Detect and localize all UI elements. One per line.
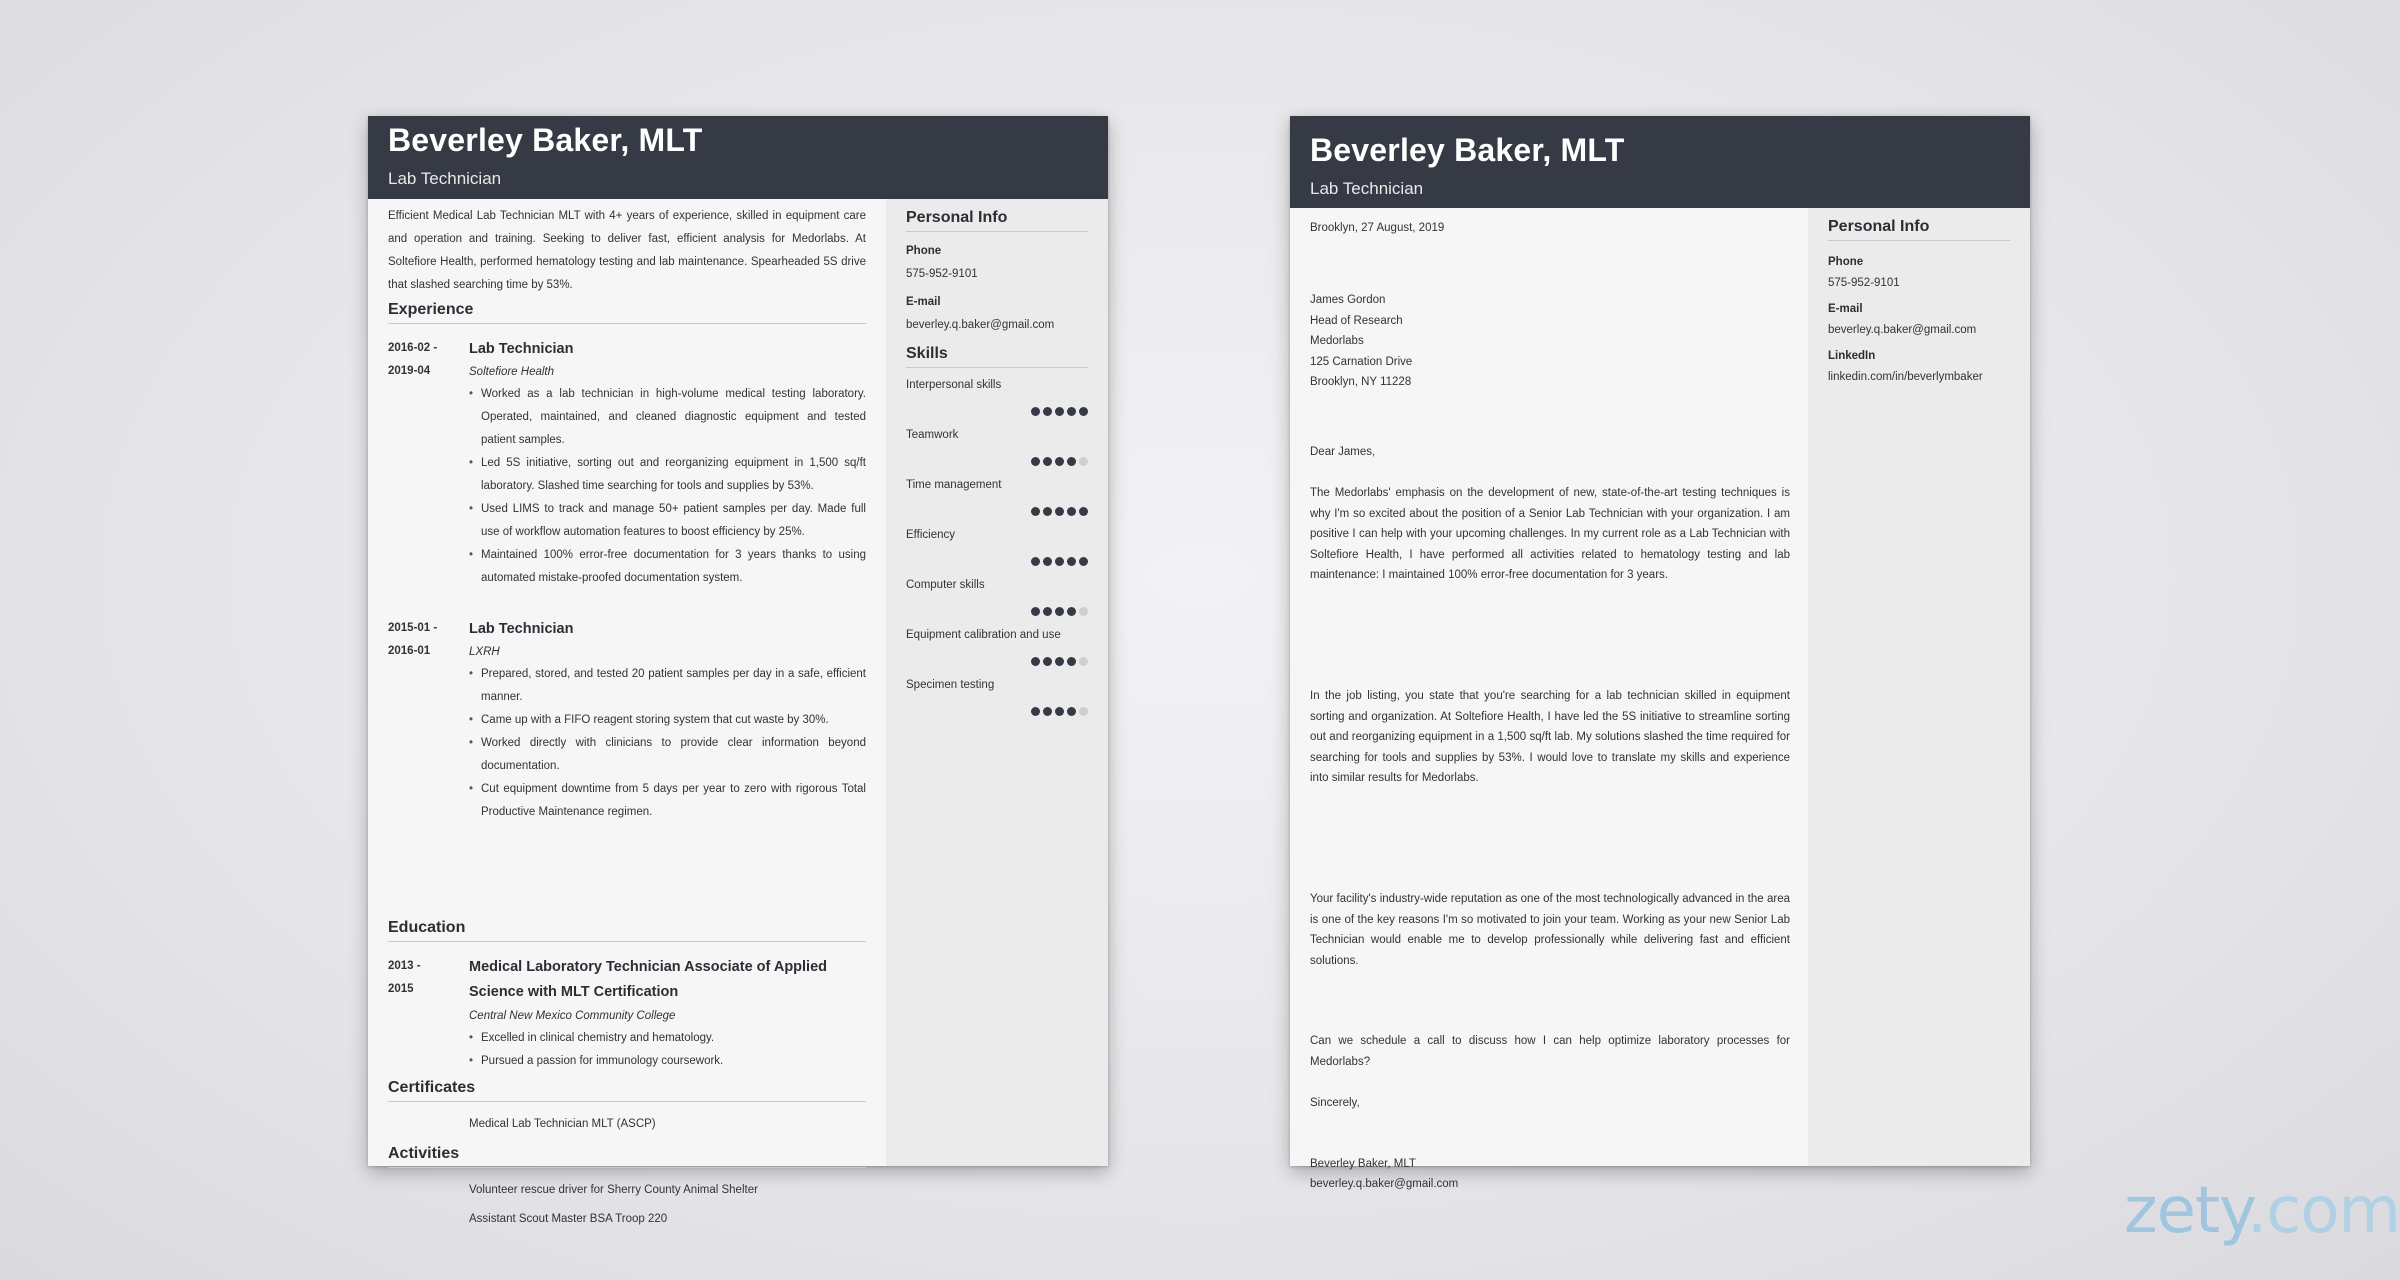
activity-item: Volunteer rescue driver for Sherry County Animal Shelter [469, 1184, 758, 1196]
skill-dot-filled [1055, 707, 1064, 716]
letter-role: Lab Technician [1310, 179, 1424, 198]
skill-dot-empty [1079, 607, 1088, 616]
skill-dot-filled [1043, 507, 1052, 516]
letter-phone-value: 575-952-9101 [1828, 277, 1900, 289]
edu-org: Central New Mexico Community College [469, 1010, 676, 1022]
personal-info-heading: Personal Info [906, 209, 1088, 232]
job-start-date: 2015-01 - [388, 622, 438, 634]
skill-dot-filled [1067, 557, 1076, 566]
skill-dot-filled [1079, 507, 1088, 516]
skill-dot-empty [1079, 707, 1088, 716]
letter-side-column [1808, 208, 2030, 1166]
skills-heading: Skills [906, 345, 1088, 368]
job-title: Lab Technician [469, 621, 574, 637]
skill-dot-filled [1067, 407, 1076, 416]
letter-date: Brooklyn, 27 August, 2019 [1310, 222, 1445, 234]
skill-item [906, 429, 1088, 469]
skill-dot-filled [1067, 707, 1076, 716]
skill-item [906, 529, 1088, 569]
skill-item [906, 629, 1088, 669]
letter-paragraph: Can we schedule a call to discuss how I can help optimize laboratory processes for Medorlabs? [1310, 1035, 1790, 1068]
edu-start-date: 2013 - [388, 960, 421, 972]
job-bullet: • Worked directly with clinicians to provide clear information beyond documentation. [469, 732, 866, 778]
skill-dot-filled [1055, 407, 1064, 416]
letter-linkedin-value: linkedin.com/in/beverlymbaker [1828, 371, 1983, 383]
skill-dot-filled [1055, 557, 1064, 566]
letter-paragraph: The Medorlabs' emphasis on the development of new, state-of-the-art testing techniques is why I'm so excited about the position of a Senior Lab Technician with your organization. I am positive I can help with your upcoming challenges. In my current role as a Lab Technician with Soltefiore Health, I have performed all activities related to hematology testing and lab maintenance: I maintained 100% error-free documentation for 3 years. [1310, 487, 1790, 581]
skill-level-rating [1028, 703, 1088, 713]
job-title: Lab Technician [469, 341, 574, 357]
skill-item [906, 479, 1088, 519]
skill-dot-filled [1079, 407, 1088, 416]
zety-logo [2124, 1174, 2400, 1248]
skill-dot-filled [1067, 657, 1076, 666]
job-bullet: • Came up with a FIFO reagent storing system that cut waste by 30%. [469, 709, 866, 732]
letter-recipient [1310, 290, 1790, 393]
job-start-date: 2016-02 - [388, 342, 438, 354]
letter-greeting: Dear James, [1310, 446, 1376, 458]
skill-dot-filled [1031, 457, 1040, 466]
skill-dot-filled [1055, 657, 1064, 666]
resume-header [368, 116, 1108, 199]
skill-level-rating [1028, 453, 1088, 463]
email-label: E-mail [906, 296, 941, 308]
skill-dot-filled [1067, 607, 1076, 616]
education-heading: Education [388, 919, 866, 942]
job-bullet: • Maintained 100% error-free documentation for 3 years thanks to using automated mistake-proofed documentation system. [469, 544, 866, 590]
skill-dot-filled [1031, 507, 1040, 516]
job-end-date: 2016-01 [388, 645, 431, 657]
logo-main-text: zety [2124, 1174, 2247, 1248]
certificate-item: Medical Lab Technician MLT (ASCP) [469, 1118, 656, 1130]
job-org: Soltefiore Health [469, 366, 555, 378]
recipient-line: Medorlabs [1310, 335, 1364, 347]
job-bullet: • Used LIMS to track and manage 50+ patient samples per day. Made full use of workflow automation features to boost efficiency by 25%. [469, 498, 866, 544]
skill-dot-filled [1043, 657, 1052, 666]
skill-item [906, 579, 1088, 619]
skill-level-rating [1028, 603, 1088, 613]
letter-header [1290, 116, 2030, 208]
letter-paragraph: Your facility's industry-wide reputation as one of the most technologically advanced in the area is one of the key reasons I'm so motivated to join your team. Working as your new Senior Lab Technician would enable me to develop professionally while delivering fast and efficient solutions. [1310, 893, 1790, 967]
skill-dot-empty [1079, 457, 1088, 466]
certificates-heading: Certificates [388, 1079, 866, 1102]
resume-role: Lab Technician [388, 169, 502, 188]
letter-email-value: beverley.q.baker@gmail.com [1828, 324, 1977, 336]
letter-phone-label: Phone [1828, 256, 1864, 268]
skill-dot-filled [1043, 407, 1052, 416]
resume-name: Beverley Baker, MLT [388, 122, 703, 158]
edu-bullet: • Pursued a passion for immunology coursework. [469, 1050, 866, 1073]
skill-name: Teamwork [906, 429, 959, 441]
letter-signature-name: Beverley Baker, MLT [1310, 1158, 1416, 1170]
skill-name: Computer skills [906, 579, 985, 591]
skill-level-rating [1028, 653, 1088, 663]
skill-dot-filled [1055, 607, 1064, 616]
phone-label: Phone [906, 245, 942, 257]
skill-item [906, 679, 1088, 719]
skill-name: Equipment calibration and use [906, 629, 1061, 641]
letter-signature-email: beverley.q.baker@gmail.com [1310, 1178, 1459, 1190]
job-bullets [469, 383, 866, 590]
edu-title: Medical Laboratory Technician Associate of Applied Science with MLT Certification [469, 959, 828, 1000]
activity-item: Assistant Scout Master BSA Troop 220 [469, 1213, 668, 1225]
job-end-date: 2019-04 [388, 365, 431, 377]
skill-dot-filled [1079, 557, 1088, 566]
recipient-line: James Gordon [1310, 294, 1386, 306]
skill-dot-filled [1043, 707, 1052, 716]
job-bullets [469, 663, 866, 824]
skill-name: Specimen testing [906, 679, 995, 691]
skill-dot-empty [1079, 657, 1088, 666]
skill-dot-filled [1043, 457, 1052, 466]
job-bullet: • Cut equipment downtime from 5 days per year to zero with rigorous Total Productive Maintenance regimen. [469, 778, 866, 824]
edu-end-date: 2015 [388, 983, 414, 995]
job-bullet: • Prepared, stored, and tested 20 patient samples per day in a safe, efficient manner. [469, 663, 866, 709]
logo-domain-text: .com [2246, 1174, 2400, 1248]
skill-dot-filled [1031, 657, 1040, 666]
recipient-line: 125 Carnation Drive [1310, 355, 1413, 368]
activities-heading: Activities [388, 1145, 866, 1168]
letter-name: Beverley Baker, MLT [1310, 132, 1625, 168]
email-value: beverley.q.baker@gmail.com [906, 319, 1055, 331]
resume-summary: Efficient Medical Lab Technician MLT with 4+ years of experience, skilled in equipment care and operation and training. Seeking to deliver fast, efficient analysis for Medorlabs. At Soltefiore Health, performed hematology testing and lab maintenance. Spearheaded 5S drive that slashed searching time by 53%. [388, 210, 866, 291]
letter-email-label: E-mail [1828, 303, 1863, 315]
skill-dot-filled [1067, 457, 1076, 466]
experience-heading: Experience [388, 301, 866, 324]
skill-dot-filled [1031, 607, 1040, 616]
cover-letter-page [1290, 116, 2030, 1190]
skill-dot-filled [1043, 607, 1052, 616]
recipient-line: Brooklyn, NY 11228 [1310, 376, 1412, 388]
skill-dot-filled [1055, 507, 1064, 516]
resume-page [368, 116, 1108, 1225]
edu-bullet: • Excelled in clinical chemistry and hematology. [469, 1027, 866, 1050]
job-bullet: • Worked as a lab technician in high-volume medical testing laboratory. Operated, maintained, and cleaned diagnostic equipment and tested patient samples. [469, 383, 866, 452]
skill-level-rating [1028, 503, 1088, 513]
job-bullet: • Led 5S initiative, sorting out and reorganizing equipment in 1,500 sq/ft laboratory. Slashed time searching for tools and supplies by 53%. [469, 452, 866, 498]
skill-dot-filled [1031, 707, 1040, 716]
recipient-line: Head of Research [1310, 314, 1403, 327]
skill-item [906, 379, 1088, 419]
letter-main-column [1290, 208, 1808, 1190]
resume-main-column [368, 199, 886, 1225]
resume-side-column [886, 199, 1108, 1166]
edu-bullets [469, 1027, 866, 1073]
skill-dot-filled [1031, 557, 1040, 566]
letter-personal-info-heading: Personal Info [1828, 218, 2010, 241]
skill-name: Time management [906, 479, 1002, 491]
skill-dot-filled [1031, 407, 1040, 416]
letter-closing: Sincerely, [1310, 1097, 1360, 1109]
skill-level-rating [1028, 403, 1088, 413]
skill-dot-filled [1067, 507, 1076, 516]
letter-linkedin-label: LinkedIn [1828, 350, 1876, 362]
job-org: LXRH [469, 646, 500, 658]
skill-level-rating [1028, 553, 1088, 563]
skill-name: Efficiency [906, 529, 956, 541]
skill-dot-filled [1055, 457, 1064, 466]
phone-value: 575-952-9101 [906, 268, 978, 280]
skill-dot-filled [1043, 557, 1052, 566]
letter-paragraph: In the job listing, you state that you're searching for a lab technician skilled in equipment sorting and organization. At Soltefiore Health, I have led the 5S initiative to streamline sorting out and reorganizing equipment in a 1,500 sq/ft lab. My solutions slashed the time required for searching for tools and supplies by 53%. I would love to translate my skills and experience into similar results for Medorlabs. [1310, 690, 1790, 784]
skill-name: Interpersonal skills [906, 379, 1002, 391]
